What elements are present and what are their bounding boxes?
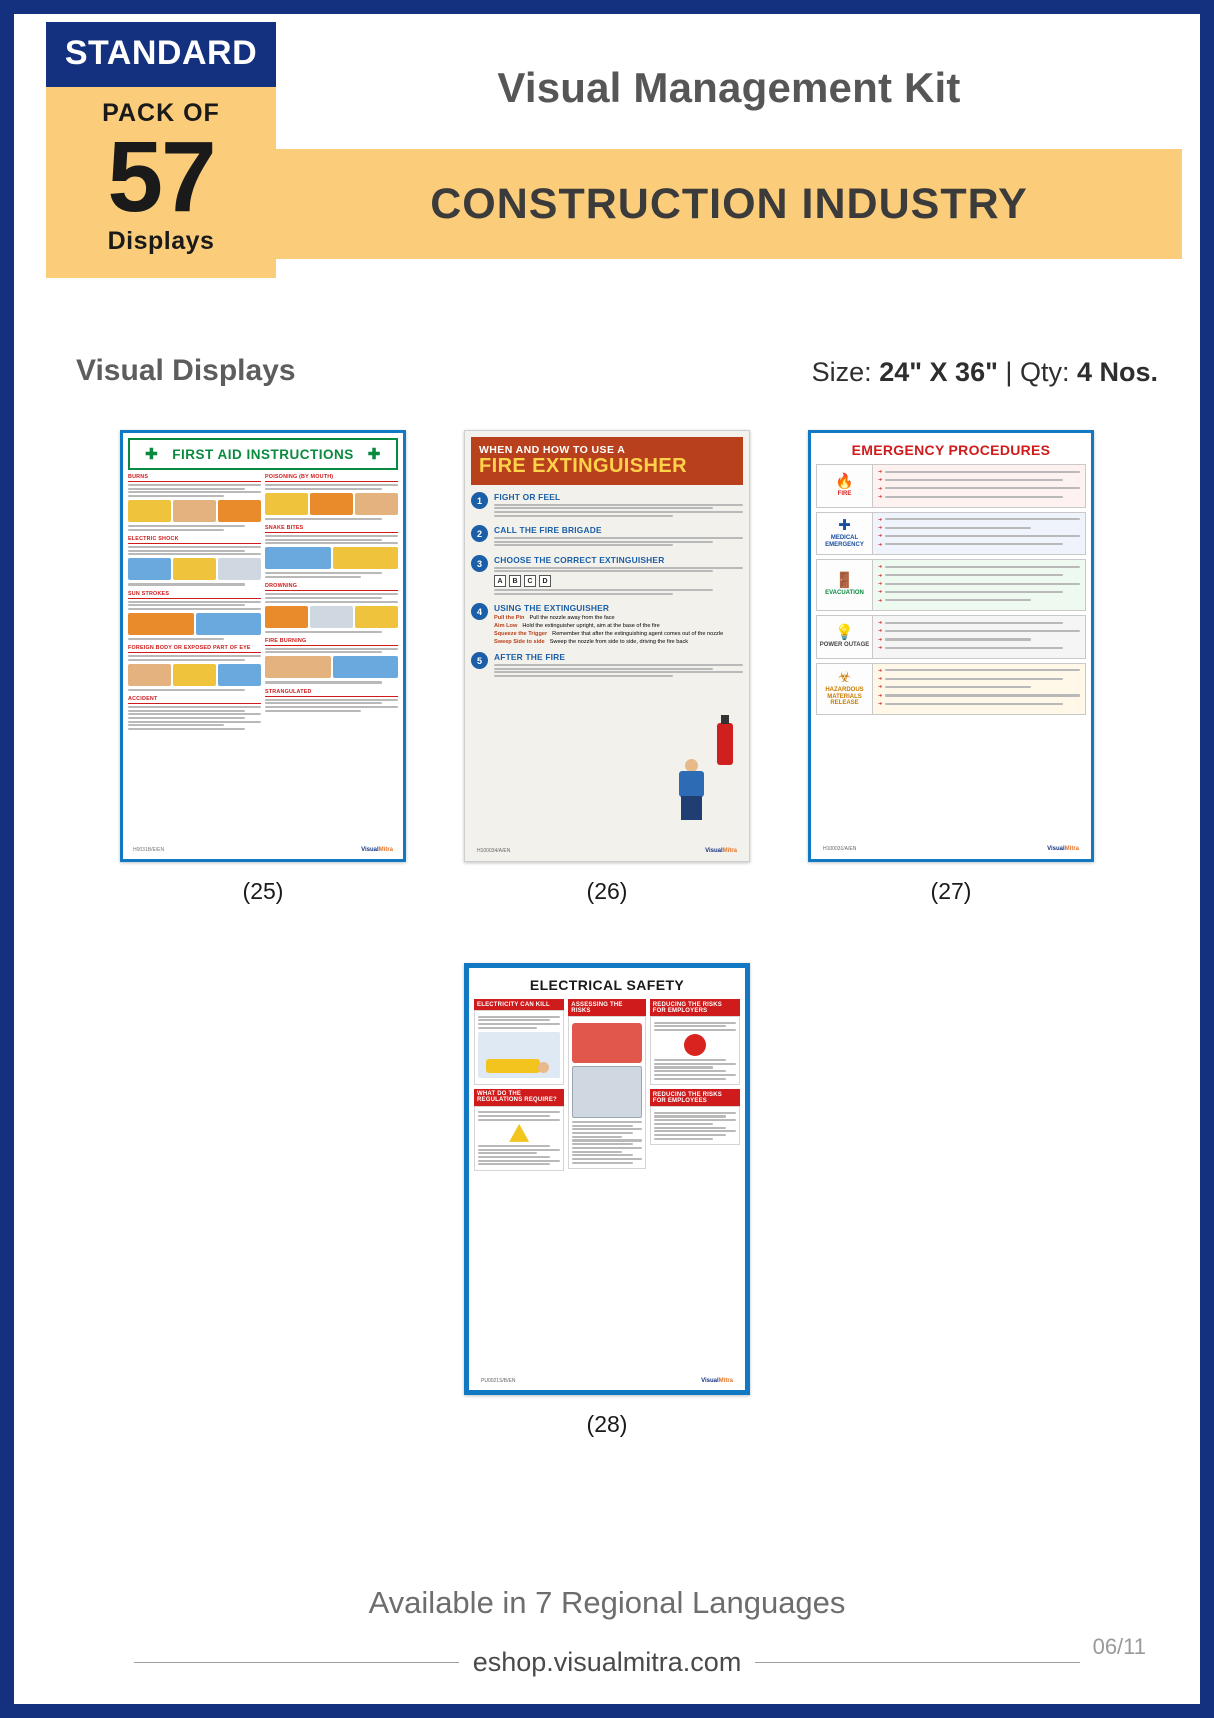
poster-fire-extinguisher[interactable] xyxy=(464,430,750,862)
poster-row-1 xyxy=(14,430,1200,905)
step-number: 1 xyxy=(471,492,488,509)
pass-key: Pull the Pin xyxy=(494,615,525,622)
warning-triangle-icon xyxy=(509,1124,529,1142)
step-2 xyxy=(471,525,743,548)
languages-note: Available in 7 Regional Languages xyxy=(368,1585,846,1620)
qty-label: Qty: xyxy=(1019,357,1070,387)
page-number: 06/11 xyxy=(1092,1634,1146,1659)
poster-cell-26 xyxy=(464,430,750,905)
section-foreign-body-eye xyxy=(128,645,261,691)
section-title: FIRE BURNING xyxy=(265,638,398,646)
row-icon-cell xyxy=(817,465,873,507)
step-5 xyxy=(471,652,743,678)
row-label: MEDICAL EMERGENCY xyxy=(825,535,864,548)
green-cross-icon-2: ✚ xyxy=(367,446,381,463)
pass-row xyxy=(494,615,743,621)
emergency-row-power-outage xyxy=(816,615,1086,659)
row-bullets xyxy=(873,560,1085,610)
section-title: POISONING (BY MOUTH) xyxy=(265,474,398,482)
column-body xyxy=(650,1106,740,1145)
website-url[interactable]: eshop.visualmitra.com xyxy=(472,1647,742,1677)
page-header xyxy=(14,14,1200,314)
class-box: A xyxy=(494,575,506,587)
arrow-icon: ➜ xyxy=(878,564,883,571)
size-qty-info xyxy=(812,357,1158,388)
arrow-icon: ➜ xyxy=(878,494,883,501)
fire-class-boxes xyxy=(494,575,743,587)
arrow-icon: ➜ xyxy=(878,620,883,627)
poster-27-footer xyxy=(823,846,1079,852)
section-title: ELECTRIC SHOCK xyxy=(128,536,261,544)
industry-band xyxy=(276,149,1182,259)
poster-28-footer xyxy=(481,1378,733,1384)
electric-shock-illustration xyxy=(478,1032,560,1078)
poster-cell-27 xyxy=(808,430,1094,905)
section-title: STRANGULATED xyxy=(265,689,398,697)
poster-emergency-procedures[interactable] xyxy=(808,430,1094,862)
arrow-icon: ➜ xyxy=(878,628,883,635)
footer-rule-right xyxy=(755,1662,1080,1663)
poster-28-column-3 xyxy=(650,999,740,1175)
footer-url-row xyxy=(14,1647,1200,1678)
page-title: Visual Management Kit xyxy=(497,64,961,111)
section-title: SNAKE BITES xyxy=(265,525,398,533)
step-1 xyxy=(471,492,743,518)
step-3 xyxy=(471,555,743,596)
poster-25-footer xyxy=(133,847,393,853)
poster-27-title: EMERGENCY PROCEDURES xyxy=(851,442,1051,458)
arrow-icon: ➜ xyxy=(878,676,883,683)
row-label: HAZARDOUS MATERIALS RELEASE xyxy=(825,687,864,707)
row-label: FIRE xyxy=(837,490,852,497)
arrow-icon: ➜ xyxy=(878,516,883,523)
pass-key: Squeeze the Trigger xyxy=(494,631,548,638)
column-body xyxy=(474,1106,564,1171)
section-drowning xyxy=(265,583,398,633)
arrow-icon: ➜ xyxy=(878,692,883,699)
arrow-icon: ➜ xyxy=(878,667,883,674)
poster-caption-28: (28) xyxy=(586,1411,628,1437)
poster-25-title: FIRST AID INSTRUCTIONS xyxy=(172,446,354,462)
section-title: BURNS xyxy=(128,474,261,482)
column-body xyxy=(568,1016,645,1169)
flame-icon: 🔥 xyxy=(835,472,854,490)
column-body xyxy=(474,1010,564,1085)
brand-logo: VisualMitra xyxy=(1047,846,1079,852)
emergency-row-evacuation xyxy=(816,559,1086,611)
size-label: Size: xyxy=(811,357,872,387)
class-box: D xyxy=(539,575,551,587)
pass-value: Remember that after the extinguishing agent comes out of the nozzle xyxy=(552,631,724,638)
poster-25-header xyxy=(128,438,398,470)
poster-28-title: ELECTRICAL SAFETY xyxy=(529,977,685,993)
row-label: EVACUATION xyxy=(825,590,864,597)
pack-badge xyxy=(46,22,276,278)
qty-value: 4 Nos. xyxy=(1076,357,1158,387)
poster-25-right-column xyxy=(265,474,398,735)
badge-body xyxy=(46,81,276,278)
column-heading: WHAT DO THE REGULATIONS REQUIRE? xyxy=(474,1089,564,1106)
poster-25-left-column xyxy=(128,474,261,735)
green-cross-icon: ✚ xyxy=(145,446,159,463)
row-bullets xyxy=(873,616,1085,658)
brand-logo: VisualMitra xyxy=(705,848,737,854)
industry-label: CONSTRUCTION INDUSTRY xyxy=(430,179,1028,228)
step-title: CHOOSE THE CORRECT EXTINGUISHER xyxy=(494,555,665,565)
section-title: DROWNING xyxy=(265,583,398,591)
poster-26-footer xyxy=(477,848,737,854)
section-burns xyxy=(128,474,261,531)
section-title: FOREIGN BODY OR EXPOSED PART OF EYE xyxy=(128,645,261,653)
arrow-icon: ➜ xyxy=(878,597,883,604)
column-heading: ASSESSING THE RISKS xyxy=(568,999,645,1016)
poster-26-title-line2: FIRE EXTINGUISHER xyxy=(479,455,687,477)
poster-cell-25 xyxy=(120,430,406,905)
brand-logo: VisualMitra xyxy=(361,847,393,853)
section-subheader xyxy=(14,314,1200,388)
visual-displays-label: Visual Displays xyxy=(76,354,296,387)
poster-26-header xyxy=(471,437,743,485)
step-number: 3 xyxy=(471,555,488,572)
row-icon-cell xyxy=(817,616,873,658)
pass-value: Pull the nozzle away from the face xyxy=(529,615,615,622)
section-title: SUN STROKES xyxy=(128,591,261,599)
class-box: C xyxy=(524,575,536,587)
pass-key: Aim Low xyxy=(494,623,518,630)
badge-displays-label: Displays xyxy=(107,227,215,255)
poster-code: H100031/A/EN xyxy=(823,846,857,852)
section-title: ACCIDENT xyxy=(128,696,261,704)
arrow-icon: ➜ xyxy=(878,580,883,587)
step-number: 4 xyxy=(471,603,488,620)
section-sun-strokes xyxy=(128,591,261,641)
row-icon-cell xyxy=(817,513,873,555)
step-4 xyxy=(471,603,743,645)
poster-code: H100034/A/EN xyxy=(477,848,511,854)
exit-icon: 🚪 xyxy=(835,572,854,590)
poster-code: PU0021S/B/EN xyxy=(481,1378,516,1384)
section-snake-bites xyxy=(265,525,398,578)
emergency-row-fire xyxy=(816,464,1086,508)
section-poisoning xyxy=(265,474,398,520)
arrow-icon: ➜ xyxy=(878,572,883,579)
emergency-stop-button-icon xyxy=(684,1034,706,1056)
row-icon-cell xyxy=(817,560,873,610)
pass-key: Sweep Side to side xyxy=(494,639,545,646)
pass-value: Sweep the nozzle from side to side, driving the fire back xyxy=(549,639,689,646)
row-bullets xyxy=(873,664,1085,714)
row-bullets xyxy=(873,465,1085,507)
size-value: 24" X 36" xyxy=(879,357,998,387)
section-fire-burning xyxy=(265,638,398,684)
poster-caption-27: (27) xyxy=(930,878,972,904)
step-title: USING THE EXTINGUISHER xyxy=(494,603,610,614)
row-icon-cell xyxy=(817,664,873,714)
class-box: B xyxy=(509,575,521,587)
poster-electrical-safety[interactable] xyxy=(464,963,750,1395)
poster-row-2 xyxy=(14,963,1200,1438)
hazard-icon: ☣ xyxy=(837,669,852,687)
poster-cell-28 xyxy=(464,963,750,1438)
pass-row xyxy=(494,639,743,645)
poster-28-column-1 xyxy=(474,999,564,1175)
poster-caption-25: (25) xyxy=(242,878,284,904)
fire-extinguisher-icon xyxy=(717,723,733,765)
arrow-icon: ➜ xyxy=(878,477,883,484)
worker-illustration xyxy=(675,759,709,821)
column-body xyxy=(650,1016,740,1085)
arrow-icon: ➜ xyxy=(878,485,883,492)
step-title: AFTER THE FIRE xyxy=(494,652,566,663)
arrow-icon: ➜ xyxy=(878,533,883,540)
power-icon: 💡 xyxy=(835,624,854,642)
arrow-icon: ➜ xyxy=(878,589,883,596)
medical-icon: ✚ xyxy=(838,517,851,535)
emergency-row-medical xyxy=(816,512,1086,556)
poster-28-columns xyxy=(474,999,740,1175)
pass-row xyxy=(494,623,743,629)
step-title: FIGHT OR FEEL xyxy=(494,492,561,502)
pass-row xyxy=(494,631,743,637)
arrow-icon: ➜ xyxy=(878,524,883,531)
section-electric-shock xyxy=(128,536,261,586)
section-accident xyxy=(128,696,261,730)
column-heading: ELECTRICITY CAN KILL xyxy=(474,999,564,1010)
pass-value: Hold the extinguisher upright, aim at the base of the fire xyxy=(522,623,660,630)
poster-26-title-line1: WHEN AND HOW TO USE A xyxy=(479,444,626,456)
footer-rule-left xyxy=(134,1662,459,1663)
arrow-icon: ➜ xyxy=(878,701,883,708)
row-bullets xyxy=(873,513,1085,555)
section-strangulated xyxy=(265,689,398,712)
badge-pack-of-label: PACK OF xyxy=(102,99,220,127)
step-title: CALL THE FIRE BRIGADE xyxy=(494,525,602,536)
page-footer xyxy=(14,1585,1200,1678)
poster-code: H0031B/E/EN xyxy=(133,847,165,853)
separator: | xyxy=(1005,357,1013,387)
worker-vest-illustration xyxy=(572,1023,641,1063)
emergency-row-hazmat xyxy=(816,663,1086,715)
brand-logo: VisualMitra xyxy=(701,1378,733,1384)
poster-25-columns xyxy=(128,474,398,735)
arrow-icon: ➜ xyxy=(878,636,883,643)
badge-count: 57 xyxy=(107,121,215,233)
poster-28-column-2 xyxy=(568,999,645,1175)
poster-first-aid[interactable] xyxy=(120,430,406,862)
electrical-panel-illustration xyxy=(572,1066,641,1118)
arrow-icon: ➜ xyxy=(878,645,883,652)
column-heading: REDUCING THE RISKS FOR EMPLOYEES xyxy=(650,1089,740,1106)
step-number: 2 xyxy=(471,525,488,542)
arrow-icon: ➜ xyxy=(878,469,883,475)
step-number: 5 xyxy=(471,652,488,669)
row-label: POWER OUTAGE xyxy=(819,642,870,649)
arrow-icon: ➜ xyxy=(878,684,883,691)
poster-caption-26: (26) xyxy=(586,878,628,904)
arrow-icon: ➜ xyxy=(878,541,883,548)
column-heading: REDUCING THE RISKS FOR EMPLOYERS xyxy=(650,999,740,1016)
badge-standard-label: STANDARD xyxy=(46,22,276,87)
